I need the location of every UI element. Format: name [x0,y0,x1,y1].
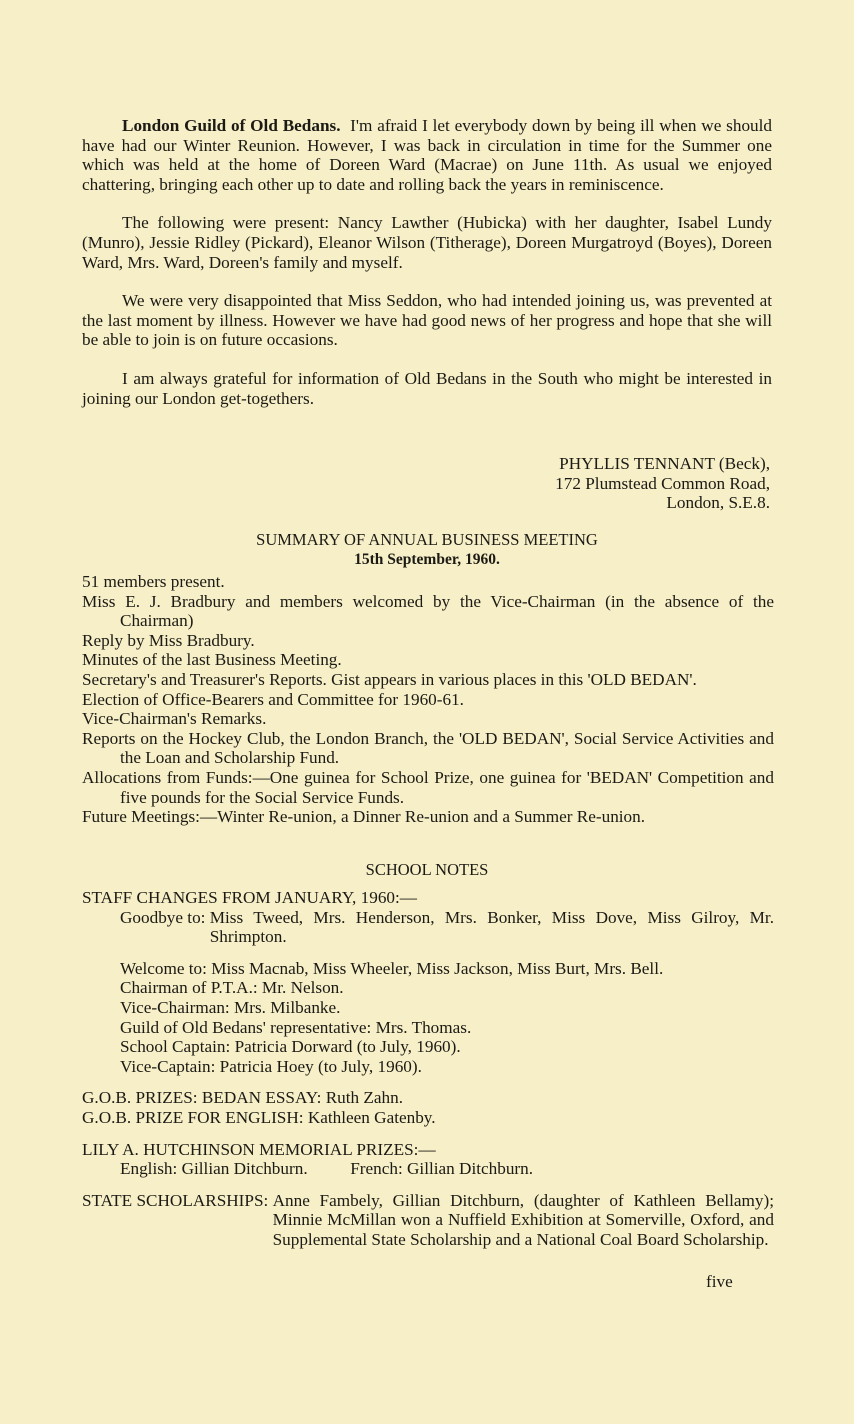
lily-prizes-heading: LILY A. HUTCHINSON MEMORIAL PRIZES:— [82,1139,436,1159]
goodbye-names: Miss Tweed, Mrs. Henderson, Mrs. Bonker, Miss Dove, Miss Gilroy, Mr. Shrimpton. [209,907,774,947]
goodbye-label: Goodbye to: [120,907,206,927]
meeting-item: Election of Office-Bearers and Committee for 1960-61. [82,689,464,709]
guild-paragraph-3: We were very disappointed that Miss Seddon, who had intended joining us, was prevented at the last moment by illness. However we have had good news of her progress and hope that she will be able to join is on future occasions. [82,291,772,350]
lily-french: French: Gillian Ditchburn. [350,1159,534,1179]
staff-changes-heading: STAFF CHANGES FROM JANUARY, 1960:— [82,888,417,907]
guild-paragraph-2: The following were present: Nancy Lawther (Hubicka) with her daughter, Isabel Lundy (Munro), Jessie Ridley (Pickard), Eleanor Wilson (Titherage), Doreen Murgatroyd (Boyes), Doreen Ward, Mrs. Ward, Doreen's family and myself. [82,213,772,272]
officers-list [82,978,774,1076]
officer-line: Vice-Captain: Patricia Hoey (to July, 1960). [120,1056,422,1076]
meeting-item: Future Meetings:—Winter Re-union, a Dinner Re-union and a Summer Re-union. [82,807,646,827]
meeting-items [82,572,774,827]
officer-line: Guild of Old Bedans' representative: Mrs. Thomas. [120,1017,472,1037]
welcome-row [82,959,774,979]
signature-name: PHYLLIS TENNANT (Beck), [559,454,770,473]
officer-line: Vice-Chairman: Mrs. Milbanke. [120,997,341,1017]
meeting-item: Reports on the Hockey Club, the London Branch, the 'OLD BEDAN', Social Service Activities and the Loan and Scholarship Fund. [82,728,774,768]
meeting-title: SUMMARY OF ANNUAL BUSINESS MEETING [256,530,598,549]
signature-block [555,454,770,513]
gob-prize-line-2: G.O.B. PRIZE FOR ENGLISH: Kathleen Gatenby. [82,1107,436,1127]
signature-address-line-2: London, S.E.8. [666,493,770,513]
guild-heading: London Guild of Old Bedans. [122,116,341,135]
officer-line: Chairman of P.T.A.: Mr. Nelson. [120,978,344,998]
meeting-item: Allocations from Funds:—One guinea for School Prize, one guinea for 'BEDAN' Competition and five pounds for the Social Service Funds. [82,767,774,807]
guild-section [82,116,772,408]
officer-line: School Captain: Patricia Dorward (to July, 1960). [120,1037,461,1057]
meeting-date: 15th September, 1960. [354,550,500,568]
signature-address-line-1: 172 Plumstead Common Road, [555,473,770,493]
meeting-item: Minutes of the last Business Meeting. [82,650,342,670]
state-scholarships-row [82,1191,774,1250]
goodbye-row [82,908,774,947]
meeting-heading [0,530,854,569]
meeting-item: Miss E. J. Bradbury and members welcomed by the Vice-Chairman (in the absence of the Chairman) [82,591,774,631]
guild-paragraph-1 [82,116,772,194]
welcome-names: Miss Macnab, Miss Wheeler, Miss Jackson, Miss Burt, Mrs. Bell. [211,958,664,978]
guild-paragraph-4: I am always grateful for information of Old Bedans in the South who might be interested in joining our London get-togethers. [82,368,772,408]
lily-english: English: Gillian Ditchburn. [120,1159,308,1179]
welcome-label: Welcome to: [120,958,207,978]
lily-prizes-row [82,1159,774,1179]
state-scholarships-label: STATE SCHOLARSHIPS: [82,1190,269,1210]
page-number: five [706,1272,733,1291]
meeting-item: 51 members present. [82,572,225,591]
meeting-item: Secretary's and Treasurer's Reports. Gist appears in various places in this 'OLD BEDAN'. [82,669,697,689]
guild-paragraph-1-text: I'm afraid I let everybody down by being ill when we should have had our Winter Reunion. However, I was back in circulation in time for the Summer one which was held at the home of Doreen Ward (Macrae) on June 11th. As usual we enjoyed chattering, bringing each other up to date and rolling back the years in reminiscence. [82,116,773,194]
gob-prize-line-1: G.O.B. PRIZES: BEDAN ESSAY: Ruth Zahn. [82,1088,404,1108]
meeting-item: Reply by Miss Bradbury. [82,630,255,650]
meeting-item: Vice-Chairman's Remarks. [82,709,267,729]
state-scholarships-text: Anne Fambely, Gillian Ditchburn, (daughter of Kathleen Bellamy); Minnie McMillan won a Nuffield Exhibition at Somerville, Oxford, and Supplemental State Scholarship and a National Coal Board Scholarship. [272,1190,774,1249]
school-notes [82,888,774,1250]
school-notes-title: SCHOOL NOTES [365,860,489,879]
